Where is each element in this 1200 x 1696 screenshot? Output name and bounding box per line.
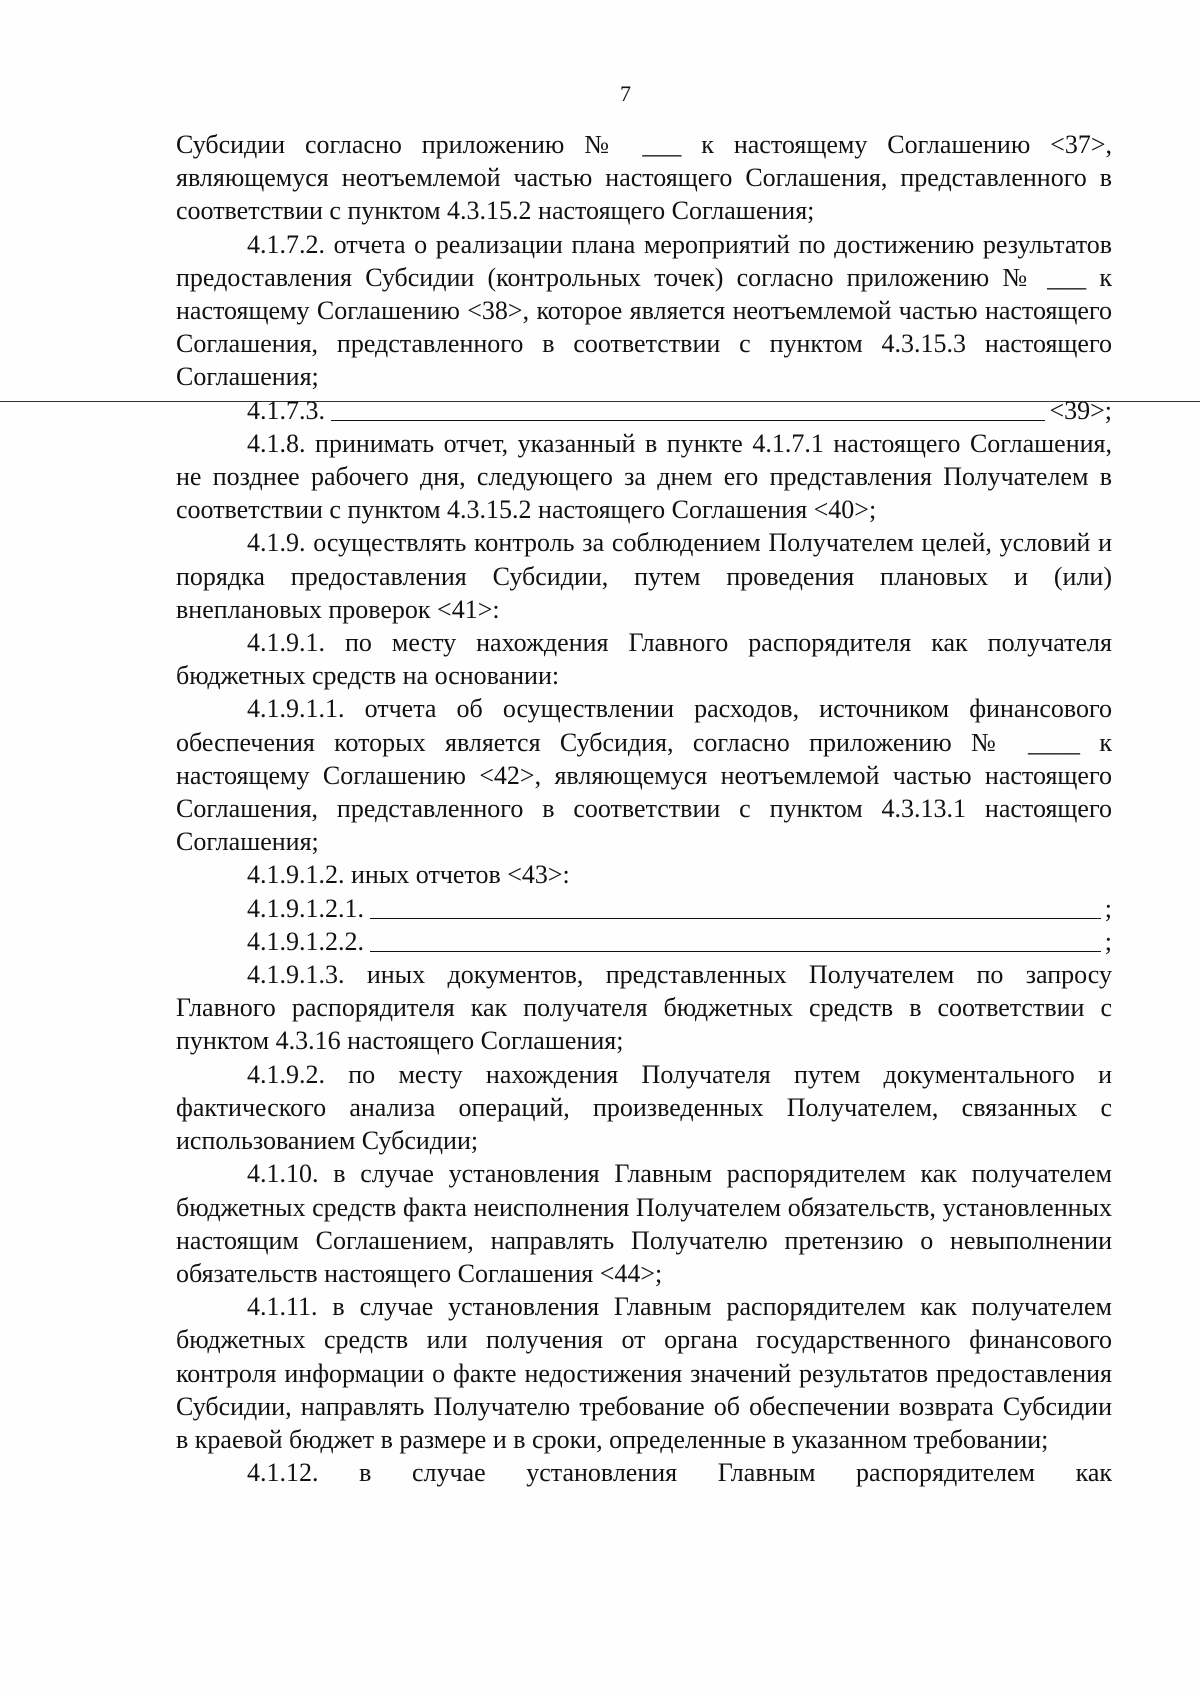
line-4-1-9-1-2-2-number: 4.1.9.1.2.2. (247, 926, 364, 956)
line-4-1-7-3-suffix: <39>; (1049, 395, 1112, 425)
paragraph-4-1-9: 4.1.9. осуществлять контроль за соблюдением Получателем целей, условий и порядка предоставления Субсидии, путем проведения плановых и (или) внеплановых проверок <41>: (176, 528, 1112, 624)
paragraph-4-1-9-1-3: 4.1.9.1.3. иных документов, представленных Получателем по запросу Главного распорядителя как получателя бюджетных средств в соответствии с пунктом 4.3.16 настоящего Соглашения; (176, 960, 1112, 1056)
paragraph-4-1-10: 4.1.10. в случае установления Главным распорядителем как получателем бюджетных средств факта неисполнения Получателем обязательств, установленных настоящим Соглашением, направлять Получателю претензию о невыполнении обязательств настоящего Соглашения <44>; (176, 1159, 1112, 1288)
paragraph-continuation: Субсидии согласно приложению № ___ к настоящему Соглашению <37>, являющемуся неотъемлемой частью настоящего Соглашения, представленного в соответствии с пунктом 4.3.15.2 настоящего Соглашения; (176, 130, 1112, 226)
line-4-1-9-1-2-2 (176, 925, 1112, 958)
line-4-1-9-1-2-1-number: 4.1.9.1.2.1. (247, 893, 364, 923)
blank-fill-line (331, 419, 1045, 421)
line-4-1-9-1-2-1 (176, 892, 1112, 925)
paragraph-4-1-9-1-1: 4.1.9.1.1. отчета об осуществлении расходов, источником финансового обеспечения которых является Субсидия, согласно приложению № ____ к настоящему Соглашению <42>, являющемуся неотъемлемой частью настоящего Соглашения, представленного в соответствии с пунктом 4.3.13.1 настоящего Соглашения; (176, 694, 1112, 857)
blank-fill-line (370, 917, 1101, 919)
line-4-1-7-3 (176, 394, 1112, 427)
blank-fill-line (370, 950, 1101, 952)
paragraph-4-1-12: 4.1.12. в случае установления Главным распорядителем как (247, 1458, 1112, 1488)
paragraph-4-1-9-1: 4.1.9.1. по месту нахождения Главного распорядителя как получателя бюджетных средств на основании: (176, 628, 1112, 691)
paragraph-4-1-9-1-2: 4.1.9.1.2. иных отчетов <43>: (247, 860, 570, 890)
line-4-1-7-3-number: 4.1.7.3. (247, 395, 325, 425)
line-4-1-9-1-2-1-suffix: ; (1104, 893, 1112, 923)
paragraph-4-1-7-2: 4.1.7.2. отчета о реализации плана мероприятий по достижению результатов предоставления Субсидии (контрольных точек) согласно приложению № ___ к настоящему Соглашению <38>, которое является неотъемлемой частью настоящего Соглашения, представленного в соответствии с пунктом 4.3.15.3 настоящего Соглашения; (176, 229, 1112, 392)
paragraph-4-1-8: 4.1.8. принимать отчет, указанный в пункте 4.1.7.1 настоящего Соглашения, не позднее рабочего дня, следующего за днем его представления Получателем в соответствии с пунктом 4.3.15.2 настоящего Соглашения <40>; (176, 428, 1112, 525)
paragraph-4-1-9-2: 4.1.9.2. по месту нахождения Получателя путем документального и фактического анализа операций, произведенных Получателем, связанных с использованием Субсидии; (176, 1059, 1112, 1156)
page-number: 7 (620, 81, 631, 106)
line-4-1-9-1-2-2-suffix: ; (1104, 926, 1112, 956)
document-body (176, 128, 1112, 1489)
paragraph-4-1-11: 4.1.11. в случае установления Главным распорядителем как получателем бюджетных средств или получения от органа государственного финансового контроля информации о факте недостижения значений результатов предоставления Субсидии, направлять Получателю требование об обеспечении возврата Субсидии в краевой бюджет в размере и в сроки, определенные в указанном требовании; (176, 1292, 1112, 1454)
